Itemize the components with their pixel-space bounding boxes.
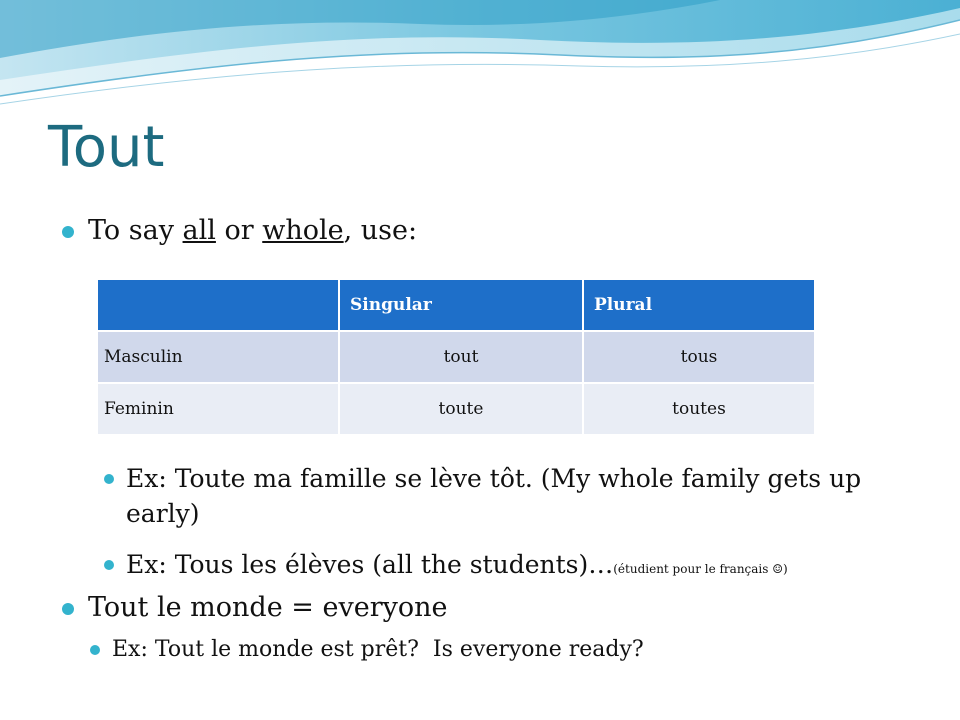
- table-cell: tout: [339, 331, 583, 383]
- bullet-dot-icon: [104, 560, 114, 570]
- table-cell: Feminin: [97, 383, 339, 435]
- bullet-tout-le-monde: [62, 589, 447, 626]
- bullet-dot-icon: [90, 645, 100, 655]
- table-header-cell: Singular: [339, 279, 583, 331]
- slide-title: Tout: [48, 115, 165, 180]
- table-row: [97, 383, 815, 435]
- bullet-text: Ex: Toute ma famille se lève tôt. (My whole family gets up early): [126, 464, 862, 528]
- table-cell: toutes: [583, 383, 815, 435]
- bullet-main-text: Ex: Tous les élèves (all the students)…: [126, 550, 614, 579]
- bullet-text: Tout le monde = everyone: [88, 592, 448, 623]
- bullet-say-all-or-whole: [62, 212, 417, 249]
- underlined-word-whole: whole: [262, 215, 344, 246]
- bullet-suffix: , use:: [343, 215, 418, 246]
- bullet-dot-icon: [62, 226, 74, 238]
- decorative-wave-banner: [0, 0, 960, 110]
- bullet-example-eleves: [104, 547, 894, 587]
- table-cell: toute: [339, 383, 583, 435]
- bullet-text: [88, 212, 417, 249]
- table-header-cell: Plural: [583, 279, 815, 331]
- table-header-cell: [97, 279, 339, 331]
- table-row: [97, 331, 815, 383]
- table-cell: Masculin: [97, 331, 339, 383]
- bullet-mid: or: [215, 215, 263, 246]
- table-header-row: [97, 279, 815, 331]
- bullet-text: [126, 547, 788, 587]
- bullet-dot-icon: [62, 603, 74, 615]
- bullet-example-pret: [90, 634, 890, 665]
- underlined-word-all: all: [182, 215, 216, 246]
- bullet-dot-icon: [104, 474, 114, 484]
- bullet-example-famille: [104, 461, 874, 531]
- bullet-prefix: To say: [88, 215, 183, 246]
- table-cell: tous: [583, 331, 815, 383]
- bullet-text: Ex: Tout le monde est prêt? Is everyone ready?: [112, 637, 644, 662]
- conjugation-table: [96, 278, 816, 436]
- bullet-aside-text: (étudient pour le français ☺): [613, 562, 788, 576]
